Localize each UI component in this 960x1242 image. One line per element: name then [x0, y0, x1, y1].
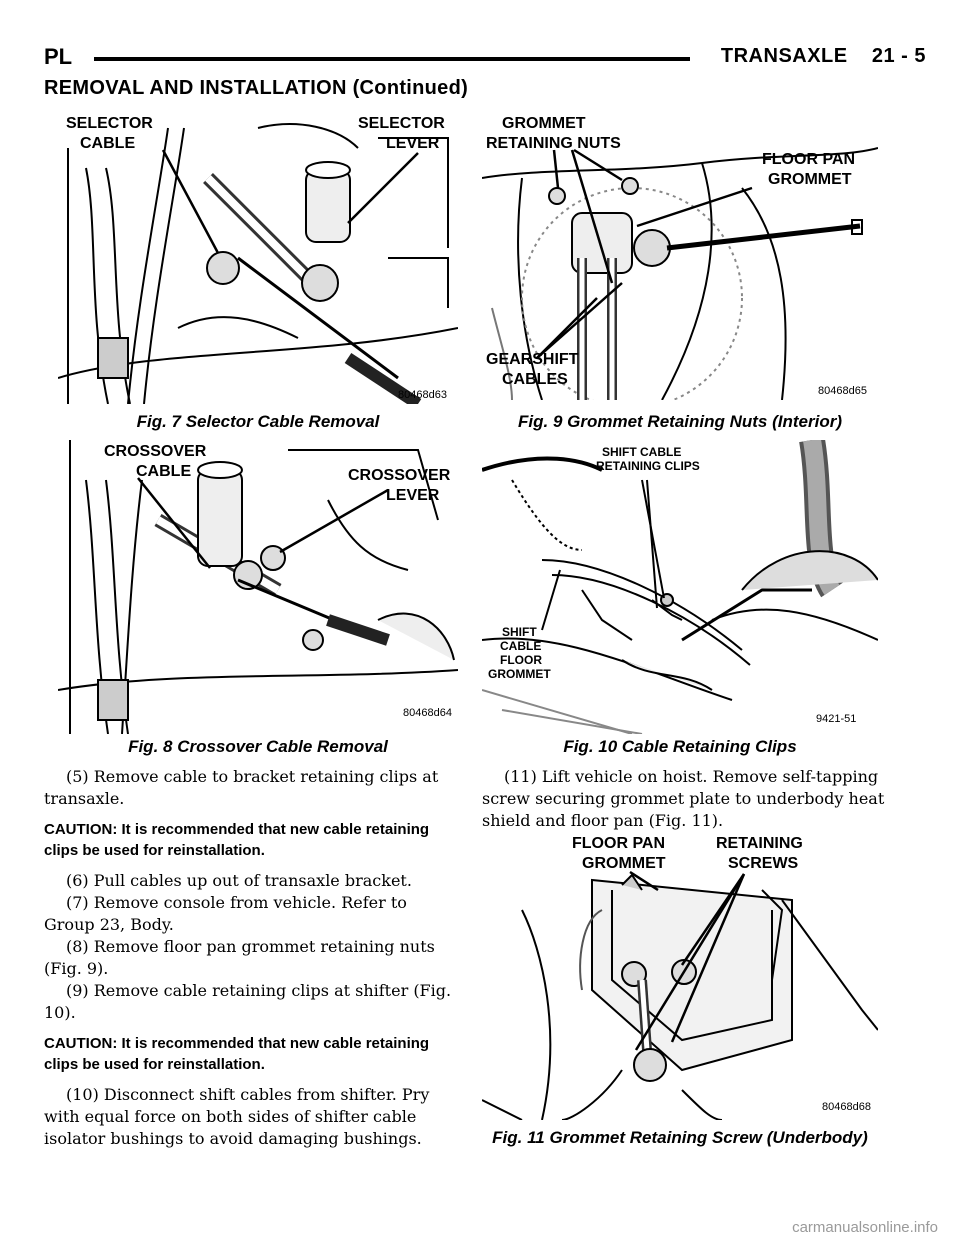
fig9-label-floor-pan-1: FLOOR PAN — [762, 151, 856, 168]
fig11-caption: Fig. 11 Grommet Retaining Screw (Underbody) — [492, 1128, 868, 1147]
fig11-label-floor-pan-1: FLOOR PAN — [572, 835, 666, 852]
fig11-illustration — [482, 830, 878, 1120]
fig10-label-shift-clips-2: RETAINING CLIPS — [596, 459, 700, 473]
figure-7 — [58, 108, 458, 404]
fig8-label-crossover-cable-2: CABLE — [136, 463, 192, 480]
fig9-label-gearshift-2: CABLES — [502, 371, 568, 388]
fig9-caption: Fig. 9 Grommet Retaining Nuts (Interior) — [518, 412, 842, 431]
header-left: PL — [44, 44, 73, 69]
step-8: (8) Remove floor pan grommet retaining nuts (Fig. 9). — [44, 937, 435, 978]
figure-9 — [482, 108, 878, 400]
fig8-label-crossover-lever-2: LEVER — [386, 487, 440, 504]
fig10-label-floor-grommet-3: FLOOR — [500, 653, 542, 667]
fig8-illustration — [58, 440, 458, 734]
right-column-text — [482, 766, 892, 832]
fig7-label-selector-lever-1: SELECTOR — [358, 115, 445, 132]
fig9-label-floor-pan-2: GROMMET — [768, 171, 852, 188]
fig11-label-floor-pan-2: GROMMET — [582, 855, 666, 872]
fig9-label-grommet-nuts-2: RETAINING NUTS — [486, 135, 621, 152]
step-7: (7) Remove console from vehicle. Refer to Group 23, Body. — [44, 893, 407, 934]
fig7-label-selector-lever-2: LEVER — [386, 135, 440, 152]
fig7-code: 80468d63 — [398, 389, 447, 401]
step-10: (10) Disconnect shift cables from shifter. Pry with equal force on both sides of shifter cable isolator bushings to avoid damaging bushings. — [44, 1085, 430, 1148]
step-11: (11) Lift vehicle on hoist. Remove self-tapping screw securing grommet plate to underbody heat shield and floor pan (Fig. 11). — [482, 767, 885, 830]
caution-1: CAUTION: It is recommended that new cable retaining clips be used for reinstallation. — [44, 821, 430, 859]
fig7-label-selector-cable-1: SELECTOR — [66, 115, 153, 132]
fig10-label-floor-grommet-2: CABLE — [500, 639, 542, 653]
page-header — [0, 44, 960, 74]
fig9-code: 80468d65 — [818, 385, 867, 397]
fig11-code: 80468d68 — [822, 1101, 871, 1113]
fig10-label-floor-grommet-4: GROMMET — [488, 667, 551, 681]
watermark: carmanualsonline.info — [792, 1219, 938, 1236]
figure-11 — [482, 830, 878, 1120]
left-column-text — [44, 766, 458, 1150]
figure-8 — [58, 440, 458, 734]
fig7-label-selector-cable-2: CABLE — [80, 135, 136, 152]
header-rule — [94, 57, 690, 61]
fig10-label-floor-grommet-1: SHIFT — [502, 625, 537, 639]
fig10-code: 9421-51 — [816, 713, 857, 725]
fig8-label-crossover-cable-1: CROSSOVER — [104, 443, 207, 460]
fig11-label-screws-2: SCREWS — [728, 855, 799, 872]
step-5: (5) Remove cable to bracket retaining clips at transaxle. — [44, 767, 439, 808]
fig11-label-screws-1: RETAINING — [716, 835, 803, 852]
fig8-label-crossover-lever-1: CROSSOVER — [348, 467, 451, 484]
caution-2: CAUTION: It is recommended that new cable retaining clips be used for reinstallation. — [44, 1035, 430, 1073]
step-9: (9) Remove cable retaining clips at shifter (Fig. 10). — [44, 981, 452, 1022]
fig9-illustration — [482, 108, 878, 400]
figure-10 — [482, 440, 878, 734]
fig10-caption: Fig. 10 Cable Retaining Clips — [563, 737, 797, 756]
fig9-label-gearshift-1: GEARSHIFT — [486, 351, 579, 368]
section-title: REMOVAL AND INSTALLATION (Continued) — [44, 77, 469, 99]
fig7-illustration — [58, 108, 458, 404]
header-right: TRANSAXLE 21 - 5 — [720, 45, 926, 67]
fig8-caption: Fig. 8 Crossover Cable Removal — [128, 737, 388, 756]
fig7-caption: Fig. 7 Selector Cable Removal — [136, 412, 380, 431]
fig9-label-grommet-nuts-1: GROMMET — [502, 115, 586, 132]
step-6: (6) Pull cables up out of transaxle bracket. — [66, 871, 412, 890]
fig10-illustration — [482, 440, 878, 734]
fig10-label-shift-clips-1: SHIFT CABLE — [602, 445, 682, 459]
fig8-code: 80468d64 — [403, 707, 452, 719]
